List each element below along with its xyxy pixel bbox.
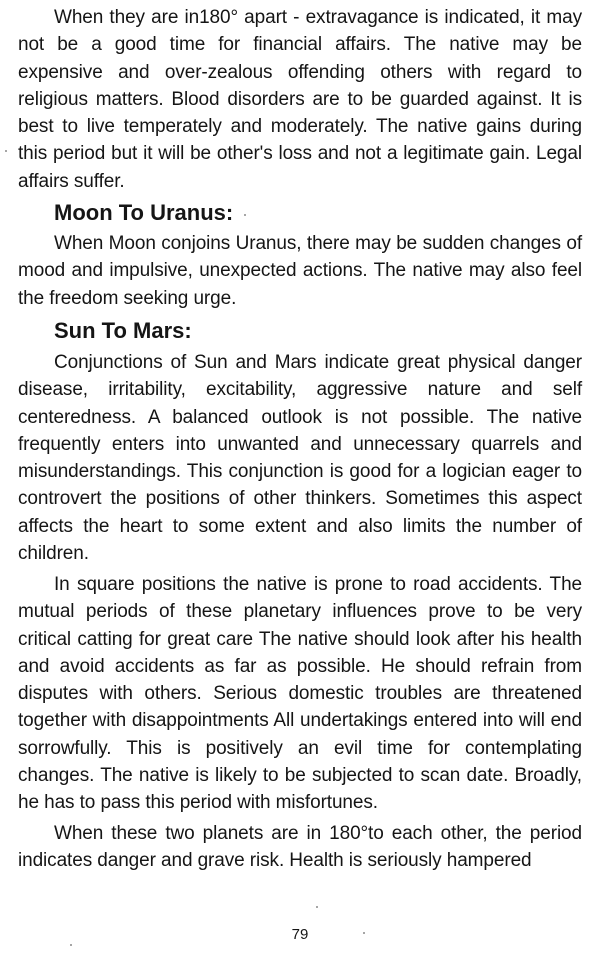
heading-moon-to-uranus: Moon To Uranus: [54, 200, 234, 225]
scan-speck [5, 150, 7, 152]
heading-sun-to-mars: Sun To Mars: [54, 318, 192, 343]
paragraph-sun-mars-square: In square positions the native is prone to road accidents. The mutual periods of these planetary influences prove to be very critical catting for great care The native should look after his health and avoid accidents as far as possible. He should refrain from disputes with others. Serious domestic troubles are threatened together with disappointments All undertakings entered into will end sorrowfully. This is positively an evil time for contemplating changes. The native is likely to be subjected to scan date. Broadly, he has to pass this period with misfortunes. [18, 574, 582, 814]
page-number: 79 [291, 926, 309, 943]
scan-speck [244, 214, 246, 216]
paragraph-sun-mars-conjunction: Conjunctions of Sun and Mars indicate great physical danger disease, irritability, excitability, aggressive nature and self centeredness. A balanced outlook is not possible. The native frequently enters into unwanted and unnecessary quarrels and misunderstandings. This conjunction is good for a logician eager to controvert the positions of other thinkers. Sometimes this aspect affects the heart to some extent and also limits the number of children. [18, 352, 582, 565]
scan-speck [316, 906, 318, 908]
paragraph-sun-mars-opposition: When these two planets are in 180°to each other, the period indicates danger and grave risk. Health is seriously hampered [18, 823, 582, 872]
scan-speck [363, 932, 365, 934]
paragraph-moon-uranus: When Moon conjoins Uranus, there may be sudden changes of mood and impulsive, unexpected actions. The native may also feel the freedom seeking urge. [18, 233, 582, 309]
paragraph-opposition: When they are in180° apart - extravagance is indicated, it may not be a good time for financial affairs. The native may be expensive and over-zealous offending others with regard to religious matters. Blood disorders are to be guarded against. It is best to live temperately and moderately. The native gains during this period but it will be other's loss and not a legitimate gain. Legal affairs suffer. [18, 7, 582, 192]
scan-speck [70, 944, 72, 946]
